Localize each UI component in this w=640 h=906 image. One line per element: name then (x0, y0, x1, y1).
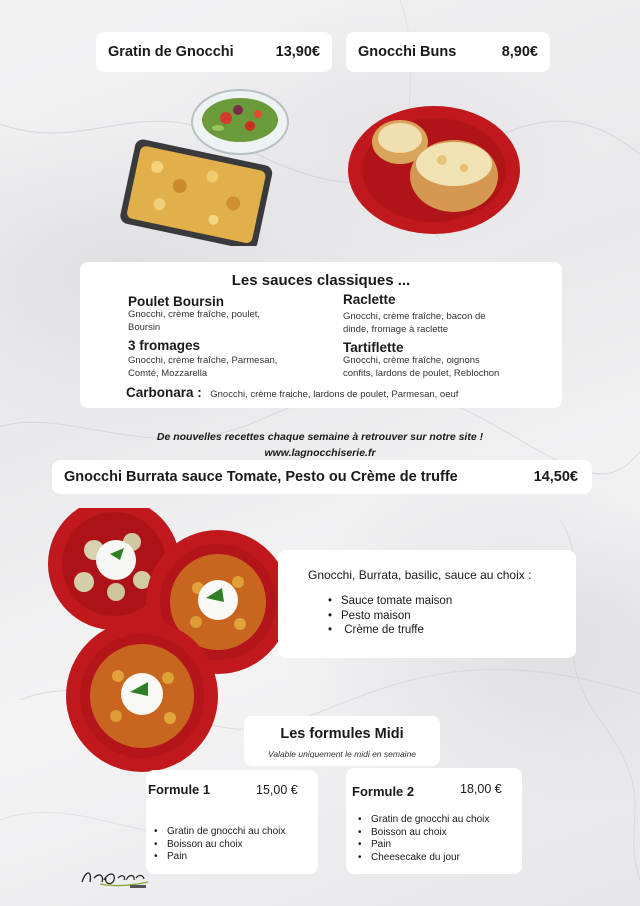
list-item: • Crème de truffe (328, 623, 452, 638)
sauce-desc-line: Gnocchi, crème fraîche, oignons (343, 355, 480, 366)
sauce-desc (343, 311, 486, 336)
sauce-desc (128, 309, 260, 334)
carbonara-desc: Gnocchi, crème fraiche, lardons de poulet, Parmesan, oeuf (210, 389, 459, 400)
list-item: • Pesto maison (328, 609, 452, 624)
midi-subtitle: Valable uniquement le midi en semaine (267, 749, 417, 759)
carbonara-name: Carbonara : (126, 385, 202, 400)
sauce-desc-line: Gnocchi, crème fraîche, poulet, (128, 309, 261, 320)
buns-name: Gnocchi Buns (358, 44, 457, 60)
midi-title-card (244, 716, 440, 766)
sauces-card (80, 262, 562, 408)
burrata-intro: Gnocchi, Burrata, basilic, sauce au choix : (308, 568, 532, 582)
midi-title: Les formules Midi (280, 726, 404, 742)
carbonara-row (126, 384, 458, 402)
formule-2-items (358, 814, 489, 864)
sauce-desc-line: Gnocchi, crème fraîche, Parmesan, (128, 355, 278, 366)
sauce-desc-line: Boursin (128, 321, 161, 333)
list-item: • Gratin de gnocchi au choix (358, 814, 489, 827)
sauces-title: Les sauces classiques ... (231, 272, 411, 289)
formule-1-items (154, 826, 285, 864)
sauce-desc (128, 355, 277, 380)
sauce-name: 3 fromages (128, 338, 201, 353)
tagline-line-1: De nouvelles recettes chaque semaine à retrouver sur notre site ! (156, 431, 484, 443)
sauce-desc (343, 355, 499, 380)
gratin-price: 13,90€ (275, 44, 320, 60)
gratin-name: Gratin de Gnocchi (108, 44, 234, 60)
gratin-price-card (96, 32, 332, 72)
formule-1-price: 15,00 € (256, 783, 298, 797)
burrata-title-card (52, 460, 592, 494)
formule-1-card (146, 770, 318, 874)
gratin-dish-image (118, 86, 298, 246)
sauce-desc-line: dinde, fromage à raclette (343, 323, 449, 335)
list-item: • Gratin de gnocchi au choix (154, 826, 285, 839)
sauce-desc-line: Comté, Mozzarella (128, 367, 208, 379)
sauce-name: Raclette (343, 292, 396, 307)
formule-2-price: 18,00 € (460, 782, 502, 796)
list-item: • Pain (358, 839, 489, 852)
sauce-name: Tartiflette (343, 340, 404, 355)
gnocchiserie-logo (78, 864, 154, 890)
sauce-desc-line: confits, lardons de poulet, Reblochon (343, 367, 500, 379)
sauce-desc-line: Gnocchi, crème fraîche, bacon de (343, 311, 486, 322)
list-item: • Cheesecake du jour (358, 852, 489, 865)
buns-plate-image (346, 104, 526, 238)
burrata-options-list (328, 594, 452, 638)
formule-1-name: Formule 1 (148, 782, 211, 797)
list-item: • Boisson au choix (154, 839, 285, 852)
formule-2-card (346, 768, 522, 874)
sauce-name: Poulet Boursin (128, 294, 225, 309)
burrata-description-card (278, 550, 576, 658)
burrata-title: Gnocchi Burrata sauce Tomate, Pesto ou Crème de truffe (64, 469, 458, 485)
formule-2-name: Formule 2 (352, 784, 415, 799)
list-item: • Boisson au choix (358, 827, 489, 840)
buns-price: 8,90€ (501, 44, 538, 60)
burrata-price: 14,50€ (533, 469, 578, 485)
list-item: • Sauce tomate maison (328, 594, 452, 609)
website-link[interactable]: www.lagnocchiserie.fr (264, 447, 376, 459)
buns-price-card (346, 32, 550, 72)
list-item: • Pain (154, 851, 285, 864)
